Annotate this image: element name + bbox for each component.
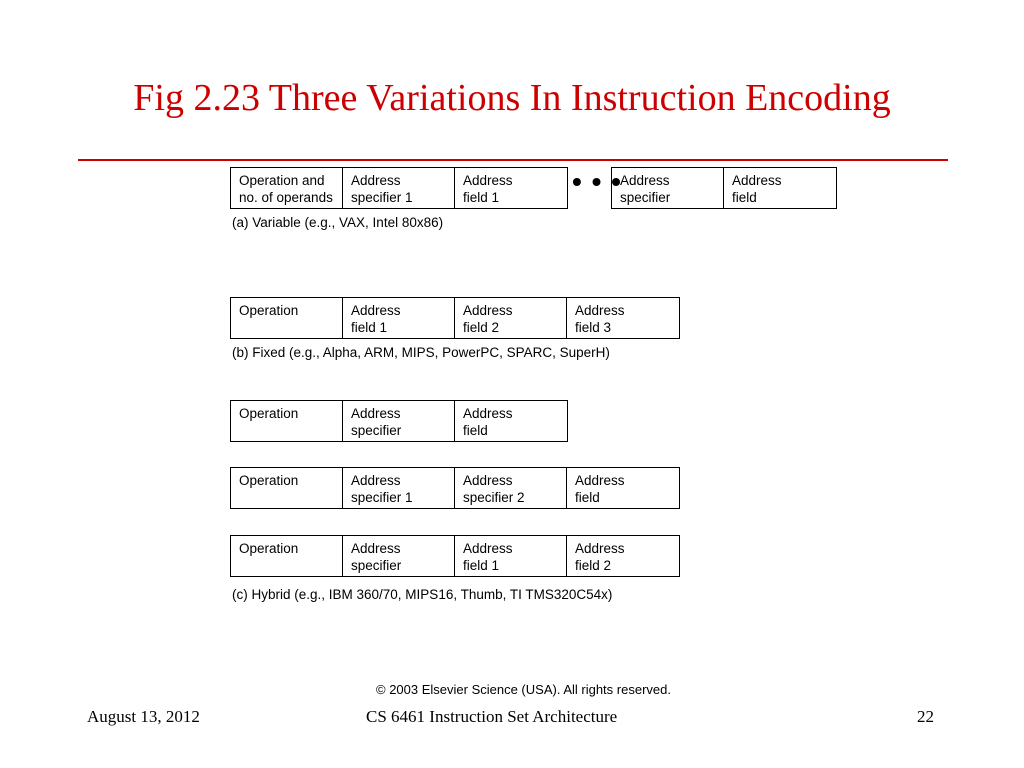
title-rule — [78, 159, 948, 161]
field-cell: Address field 2 — [455, 298, 567, 338]
footer-date: August 13, 2012 — [87, 707, 200, 726]
ellipsis: • • • — [572, 166, 622, 197]
copyright-notice: © 2003 Elsevier Science (USA). All rights reserved. — [376, 682, 671, 697]
field-cell: Address field 1 — [463, 173, 513, 205]
field-cell: Address specifier 1 — [343, 168, 455, 208]
caption-variable: (a) Variable (e.g., VAX, Intel 80x86) — [232, 215, 444, 230]
field-cell: Operation — [231, 468, 343, 508]
field-cell: Operation — [231, 401, 343, 441]
field-cell: Address specifier — [343, 401, 455, 441]
caption-hybrid: (c) Hybrid (e.g., IBM 360/70, MIPS16, Thumb, TI TMS320C54x) — [232, 587, 613, 602]
field-cell: Address field — [732, 173, 782, 205]
field-cell: Address field 1 — [455, 536, 567, 576]
variable-format-left — [230, 167, 568, 209]
field-cell: Address field — [575, 473, 625, 505]
hybrid-format-1 — [230, 400, 568, 442]
field-cell: Operation — [231, 536, 343, 576]
field-cell: Address field 2 — [575, 541, 625, 573]
field-cell: Address specifier — [612, 168, 724, 208]
field-cell: Operation — [231, 298, 343, 338]
footer-course: CS 6461 Instruction Set Architecture — [366, 707, 618, 726]
field-cell: Address field — [463, 406, 513, 438]
fixed-format — [230, 297, 680, 339]
footer-page-number: 22 — [917, 707, 934, 726]
field-cell: Operation and no. of operands — [231, 168, 343, 208]
hybrid-format-2 — [230, 467, 680, 509]
field-cell: Address field 1 — [343, 298, 455, 338]
hybrid-format-3 — [230, 535, 680, 577]
field-cell: Address specifier 2 — [455, 468, 567, 508]
field-cell: Address specifier — [343, 536, 455, 576]
field-cell: Address field 3 — [575, 303, 625, 335]
slide-title: Fig 2.23 Three Variations In Instruction Encoding — [133, 77, 891, 119]
variable-format-right — [611, 167, 837, 209]
field-cell: Address specifier 1 — [343, 468, 455, 508]
caption-fixed: (b) Fixed (e.g., Alpha, ARM, MIPS, PowerPC, SPARC, SuperH) — [232, 345, 610, 360]
